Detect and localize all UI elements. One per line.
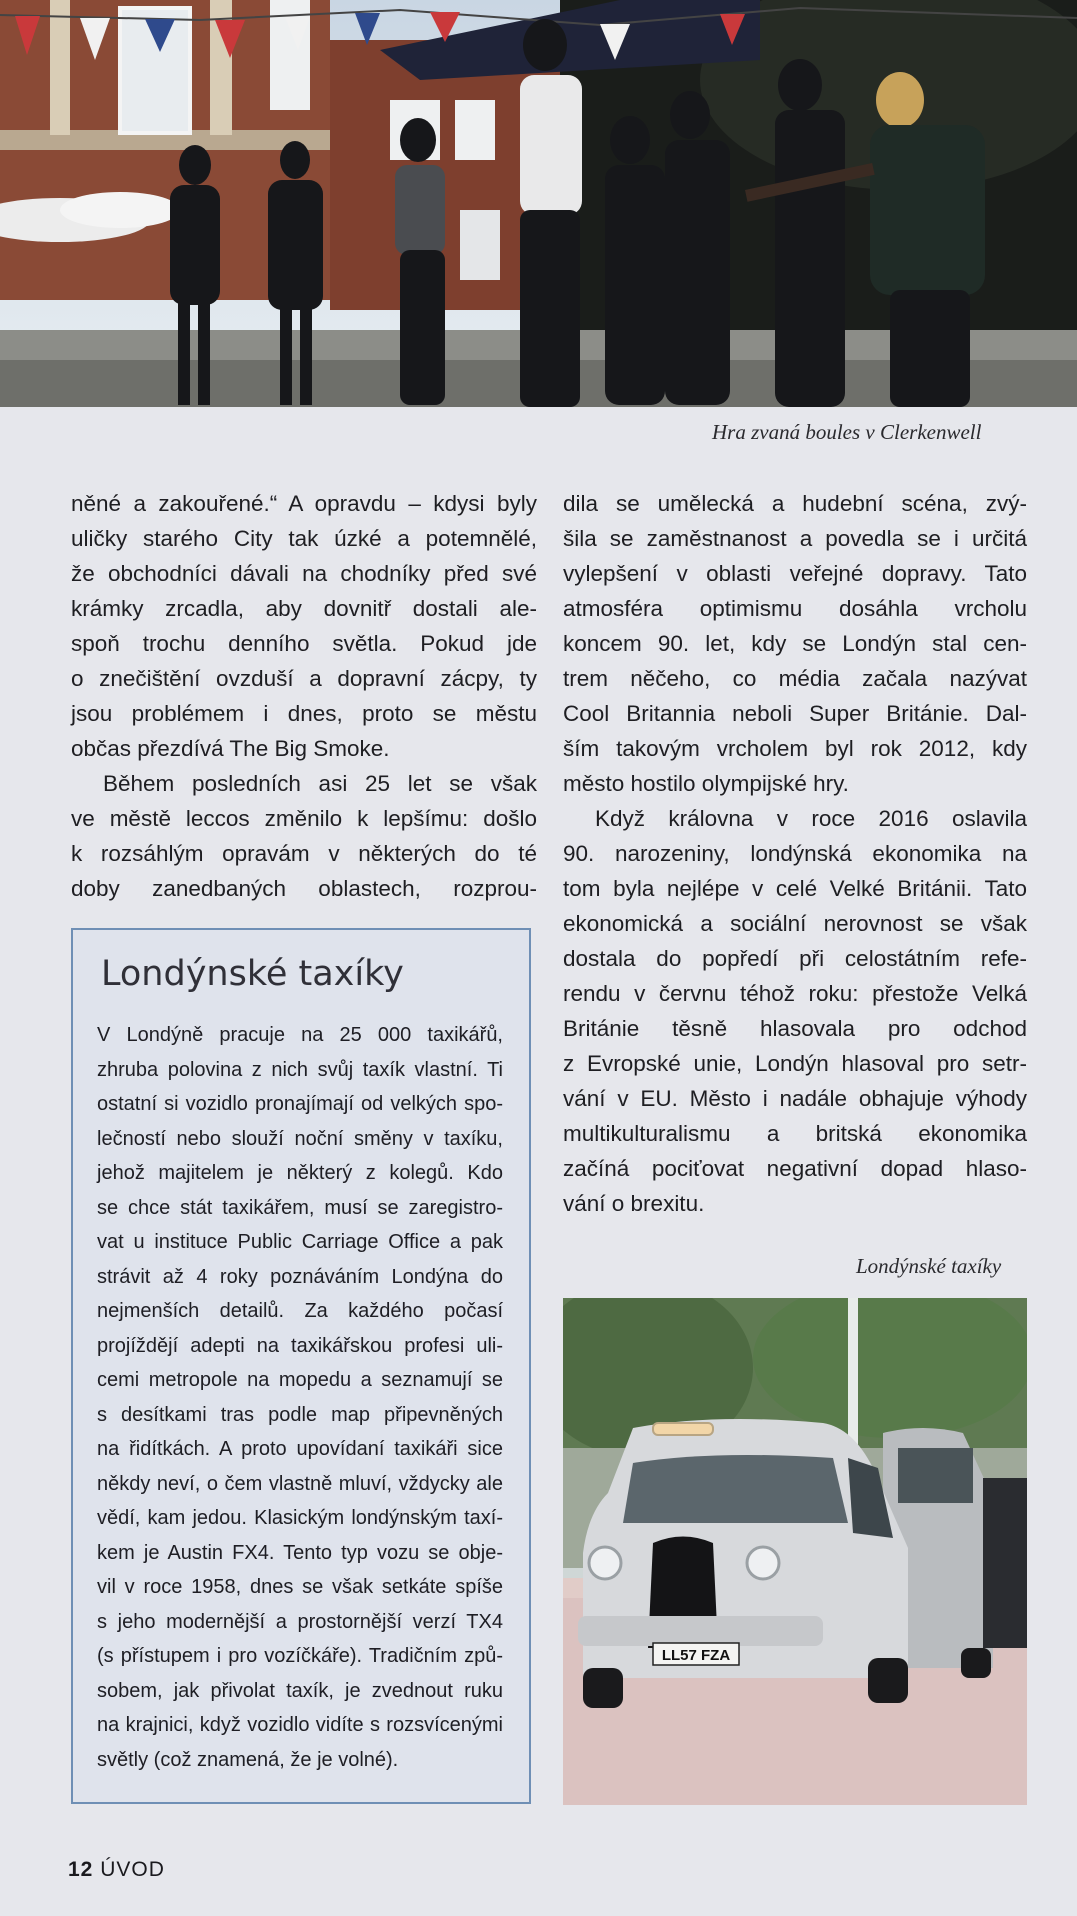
text-line: rendu v červnu téhož roku: přestože Velká (563, 981, 1027, 1006)
text-line: koncem 90. let, kdy se Londýn stal cen- (563, 631, 1027, 656)
text-line: na krajnici, když vozidlo vidíte s rozsvícenými (97, 1714, 503, 1736)
text-line: začíná pociťovat negativní dopad hlaso- (563, 1156, 1027, 1181)
section-name: ÚVOD (100, 1858, 165, 1881)
text-line: zhruba polovina z nich svůj taxík vlastní. Ti (97, 1058, 503, 1081)
taxi-photo-illustration (563, 1298, 1027, 1805)
top-photo-caption: Hra zvaná boules v Clerkenwell (712, 420, 982, 444)
body-text-left-column (71, 486, 537, 906)
text-line: Když královna v roce 2016 oslavila (595, 806, 1027, 831)
text-line: s jeho modernější a prostornější verzí TX4 (97, 1610, 503, 1633)
page-footer (68, 1858, 165, 1882)
text-line: Británie těsně hlasovala pro odchod (563, 1016, 1027, 1041)
text-line: vání v EU. Město i nadále obhajuje výhody (563, 1086, 1027, 1111)
text-line: (s přístupem i pro vozíčkáře). Tradičním způ- (97, 1645, 503, 1667)
text-line: jsou problémem i dnes, proto se městu (71, 701, 537, 726)
text-line: šila se zaměstnanost a povedla se i určitá (563, 526, 1027, 551)
text-line: vil v roce 1958, dnes se však setkáte spíše (97, 1576, 503, 1598)
sidebar-title: Londýnské taxíky (101, 954, 404, 994)
sidebar-text (97, 1018, 503, 1777)
text-line: vat u instituce Public Carriage Office a pak (97, 1231, 503, 1253)
text-line: že obchodníci dávali na chodníky před své (71, 561, 537, 586)
text-line: projíždějí adepti na taxikářskou profesi uli- (97, 1334, 503, 1357)
body-text-right-column (563, 486, 1027, 1221)
text-line: dila se umělecká a hudební scéna, zvý- (563, 491, 1027, 516)
text-line: cemi metropole na mopedu a seznamují se (97, 1369, 503, 1391)
text-line: V Londýně pracuje na 25 000 taxikářů, (97, 1024, 503, 1046)
text-line: s desítkami tras podle map připevněných (97, 1403, 503, 1426)
text-line: město hostilo olympijské hry. (563, 771, 849, 796)
boules-photo-illustration (0, 0, 1077, 407)
text-line: nejmenších detailů. Za každého počasí (97, 1300, 503, 1322)
text-line: ve městě leccos změnilo k lepšímu: došlo (71, 806, 537, 831)
text-line: strávit až 4 roky poznáváním Londýna do (97, 1265, 503, 1288)
text-line: tom byla nejlépe v celé Velké Británii. Tato (563, 876, 1027, 901)
text-line: lečností nebo slouží noční směny v taxíku, (97, 1127, 503, 1150)
text-line: ostatní si vozidlo pronajímají od velkých spo- (97, 1093, 503, 1115)
taxi-photo-caption: Londýnské taxíky (856, 1254, 1002, 1278)
text-line: světly (což znamená, že je volné). (97, 1748, 399, 1771)
text-line: dostala do popředí při celostátním refe- (563, 946, 1027, 971)
text-line: na řidítkách. A proto upovídaní taxikáři sice (97, 1438, 503, 1460)
photo-boules-clerkenwell (0, 0, 1077, 407)
text-line: multikulturalismu a britská ekonomika (563, 1121, 1027, 1146)
text-line: něné a zakouřené.“ A opravdu – kdysi byly (71, 491, 537, 516)
text-line: se chce stát taxikářem, musí se zaregistro- (97, 1196, 503, 1219)
text-line: ekonomická a sociální nerovnost se však (563, 911, 1027, 936)
license-plate-text: LL57 FZA (661, 1647, 731, 1664)
text-line: vědí, kam jedou. Klasickým londýnským taxí- (97, 1507, 503, 1529)
sidebar-box-london-taxis (71, 928, 531, 1804)
text-line: někdy neví, o čem vlastně mluví, vždycky ale (97, 1472, 503, 1495)
text-line: ším takovým vrcholem byl rok 2012, kdy (563, 736, 1027, 761)
text-line: kem je Austin FX4. Tento typ vozu se obje- (97, 1541, 503, 1564)
text-line: trem něčeho, co média začala nazývat (563, 666, 1027, 691)
photo-london-taxis (563, 1298, 1027, 1805)
text-line: atmosféra optimismu dosáhla vrcholu (563, 596, 1027, 621)
text-line: o znečištění ovzduší a dopravní zácpy, ty (71, 666, 537, 691)
text-line: doby zanedbaných oblastech, rozprou- (71, 876, 537, 901)
text-line: Cool Britannia neboli Super Británie. Dal- (563, 701, 1027, 726)
text-line: 90. narozeniny, londýnská ekonomika na (563, 841, 1027, 866)
page-number: 12 (68, 1858, 94, 1881)
text-line: vání o brexitu. (563, 1191, 705, 1216)
text-line: vylepšení v oblasti veřejné dopravy. Tato (563, 561, 1027, 586)
text-line: z Evropské unie, Londýn hlasoval pro setr- (563, 1051, 1027, 1076)
text-line: jehož majitelem je některý z kolegů. Kdo (97, 1162, 503, 1184)
text-line: k rozsáhlým opravám v některých do té (71, 841, 537, 866)
text-line: občas přezdívá The Big Smoke. (71, 736, 390, 761)
text-line: sobem, jak přivolat taxík, je zvednout ruku (97, 1679, 503, 1702)
text-line: spoň trochu denního světla. Pokud jde (71, 631, 537, 656)
text-line: Během posledních asi 25 let se však (103, 771, 537, 796)
text-line: krámky zrcadla, aby dovnitř dostali ale- (71, 596, 537, 621)
text-line: uličky starého City tak úzké a potemnělé, (71, 526, 537, 551)
